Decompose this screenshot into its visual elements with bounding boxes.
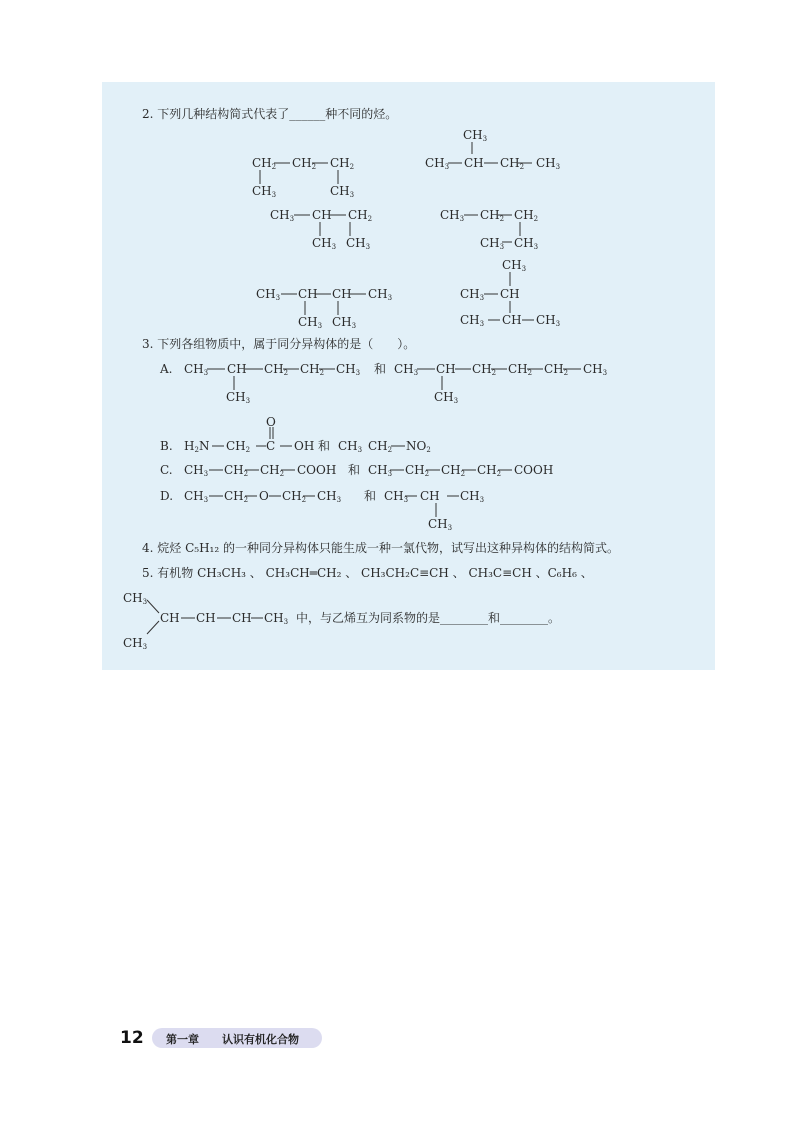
exercise-box	[102, 82, 715, 670]
question-5-line-2: 中，与乙烯互为同系物的是________和________。	[296, 611, 561, 625]
question-3: 3. 下列各组物质中，属于同分异构体的是（ ）。	[142, 337, 416, 351]
question-2: 2. 下列几种结构简式代表了______种不同的烃。	[142, 107, 398, 121]
chapter-label: 第一章	[166, 1033, 199, 1046]
question-5-line-1: 5. 有机物 CH₃CH₃ 、 CH₃CH═CH₂ 、 CH₃CH₂C≡CH 、 CH₃C≡CH 、C₆H₆ 、	[142, 566, 593, 580]
page-number: 12	[120, 1028, 144, 1048]
chapter-title: 认识有机化合物	[222, 1033, 299, 1046]
question-4: 4. 烷烃 C₅H₁₂ 的一种同分异构体只能生成一种一氯代物，试写出这种异构体的结构简式。	[142, 541, 619, 555]
